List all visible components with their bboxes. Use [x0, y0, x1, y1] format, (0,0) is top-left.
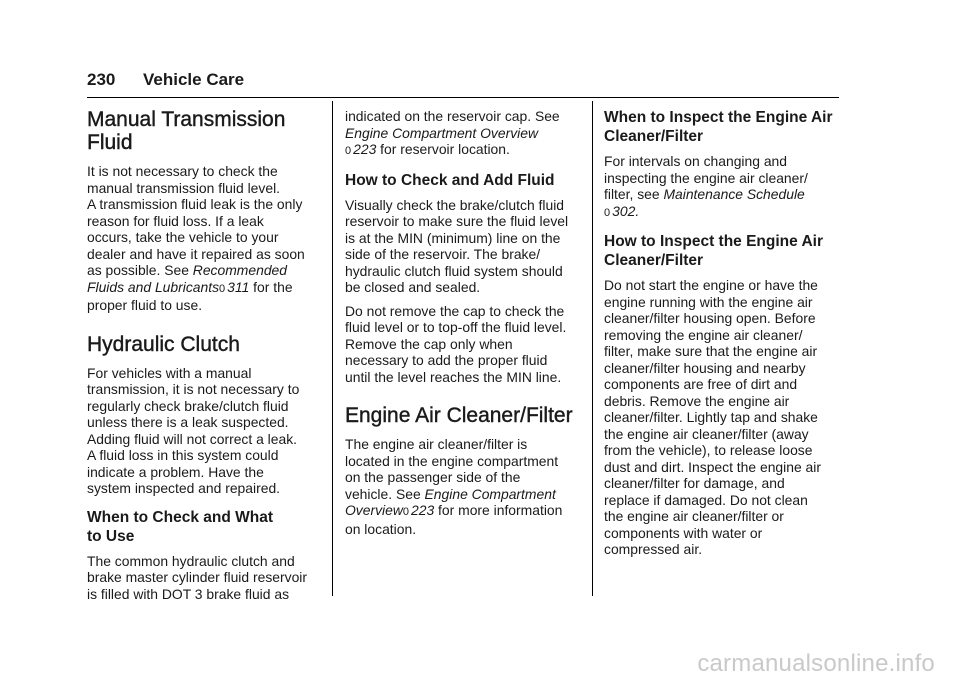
- paragraph-inspect-intervals: [604, 153, 836, 221]
- running-title: Vehicle Care: [143, 70, 245, 89]
- paragraph-reservoir-cap: [345, 108, 577, 160]
- page-ref-arrow-icon: 0: [604, 206, 611, 219]
- page-header: [87, 70, 839, 96]
- text: For intervals on changing and inspecting the engine air cleaner/ filter, see: [604, 153, 808, 202]
- page-ref-arrow-icon: 0: [219, 282, 226, 295]
- paragraph-transmission-fluid: [87, 163, 319, 314]
- paragraph-do-not-remove-cap: Do not remove the cap to check the fluid level or to top-off the fluid level. Remove the cap only when necessary to add the proper fluid until the level reaches the MIN line.: [345, 302, 567, 385]
- column-3: [604, 108, 836, 565]
- heading-manual-transmission-fluid: Manual Transmission Fluid: [87, 108, 286, 154]
- xref-maintenance-schedule[interactable]: Maintenance Schedule: [663, 186, 805, 202]
- heading-how-to-check-add-fluid: How to Check and Add Fluid: [345, 171, 555, 189]
- paragraph-air-cleaner-location: [345, 436, 577, 537]
- xref-engine-compartment-overview[interactable]: Engine Compartment Overview: [345, 124, 539, 141]
- xref-page-223[interactable]: 223: [353, 141, 377, 157]
- text: for reservoir location.: [376, 141, 510, 157]
- column-divider-1: [332, 101, 333, 596]
- paragraph-visually-check: Visually check the brake/clutch fluid reservoir to make sure the fluid level is at the MIN (minimum) line on the side of the reservoir. The brake/ hydraulic clutch fluid system should be closed and sealed.: [345, 196, 569, 295]
- page-ref-arrow-icon: 0: [345, 145, 352, 157]
- heading-how-to-inspect: How to Inspect the Engine Air Cleaner/Filter: [604, 233, 824, 269]
- xref-recommended-fluids[interactable]: Recommended Fluids and Lubricants: [87, 262, 287, 295]
- heading-engine-air-cleaner: Engine Air Cleaner/Filter: [345, 404, 573, 427]
- heading-when-to-inspect: When to Inspect the Engine Air Cleaner/Filter: [604, 109, 833, 145]
- xref-page-223-2[interactable]: 223: [411, 502, 435, 518]
- column-2: [345, 108, 577, 544]
- text: indicated on the reservoir cap. See: [345, 108, 560, 124]
- xref-page-311[interactable]: 311: [227, 278, 250, 295]
- heading-when-to-check: When to Check and What to Use: [87, 508, 273, 545]
- page-number: 230: [87, 70, 116, 89]
- text: .: [635, 202, 640, 219]
- paragraph-inspect-steps: Do not start the engine or have the engine running with the engine air cleaner/filter housing open. Before removing the engine air cleaner/ filter, make sure that the engine air cleaner/filter housing and nearby components are free of dirt and debris. Remove the engine air cleaner/filter. Lightly tap and shake the engine air cleaner/filter (away from the vehicle), to release loose dust and dirt. Inspect the engine air cleaner/filter for damage, and replace if damaged. Do not clean the engine air cleaner/filter or components with water or compressed air.: [604, 277, 821, 557]
- page-ref-arrow-icon: 0: [402, 506, 410, 518]
- column-divider-2: [592, 101, 593, 596]
- xref-engine-compartment-overview-2[interactable]: Engine Compartment Overview: [345, 485, 556, 518]
- xref-page-302[interactable]: 302: [612, 202, 636, 219]
- text: It is not necessary to check the manual transmission fluid level. A transmission fluid leak is the only reason for fluid loss. If a leak occurs, take the vehicle to your dealer and have it repaired as soon as possible. See: [87, 163, 305, 278]
- column-1: [87, 108, 319, 609]
- text: for the proper fluid to use.: [87, 278, 293, 313]
- text: for more information on location.: [345, 502, 563, 537]
- paragraph-hydraulic-clutch: For vehicles with a manual transmission, it is not necessary to regularly check brake/clutch fluid unless there is a leak suspected. Adding fluid will not correct a leak. A fluid loss in this system could indicate a problem. Have the system inspected and repaired.: [87, 364, 300, 496]
- paragraph-dot3-fluid: The common hydraulic clutch and brake master cylinder fluid reservoir is filled with DOT 3 brake fluid as: [87, 552, 308, 602]
- watermark: carmanualsonline.info: [697, 650, 935, 677]
- text: The engine air cleaner/filter is located in the engine compartment on the passenger side of the vehicle. See: [345, 436, 559, 502]
- header-rule: [87, 97, 839, 98]
- heading-hydraulic-clutch: Hydraulic Clutch: [87, 332, 240, 356]
